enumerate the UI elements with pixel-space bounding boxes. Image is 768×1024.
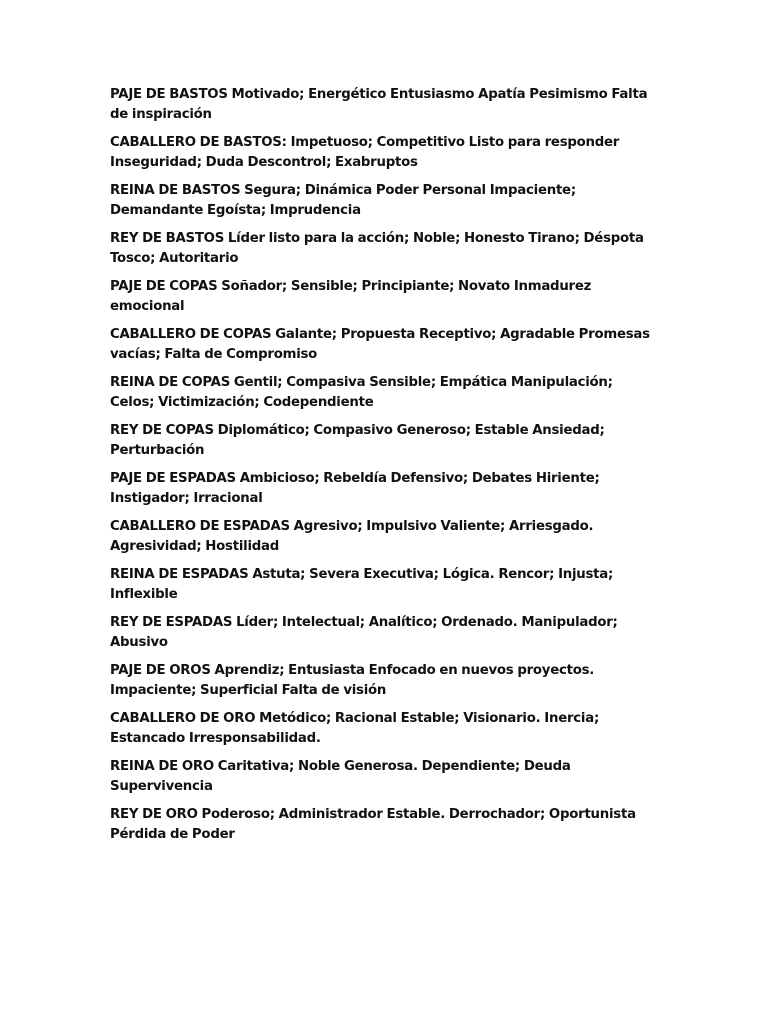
entry-rey-de-espadas: REY DE ESPADAS Líder; Intelectual; Analítico; Ordenado. Manipulador; Abusivo (110, 615, 618, 650)
entry-reina-de-oro: REINA DE ORO Caritativa; Noble Generosa. Dependiente; Deuda Supervivencia (110, 759, 571, 794)
entry-paje-de-oros: PAJE DE OROS Aprendiz; Entusiasta Enfocado en nuevos proyectos. Impaciente; Superficial Falta de visión (110, 663, 595, 698)
entry-paje-de-copas: PAJE DE COPAS Soñador; Sensible; Principiante; Novato Inmadurez emocional (110, 279, 592, 314)
entry-paje-de-bastos: PAJE DE BASTOS Motivado; Energético Entusiasmo Apatía Pesimismo Falta de inspiración (110, 87, 648, 122)
entry-paje-de-espadas: PAJE DE ESPADAS Ambicioso; Rebeldía Defensivo; Debates Hiriente; Instigador; Irracional (110, 471, 600, 506)
entry-caballero-de-oro: CABALLERO DE ORO Metódico; Racional Estable; Visionario. Inercia; Estancado Irresponsabilidad. (110, 711, 600, 746)
entry-rey-de-oro: REY DE ORO Poderoso; Administrador Estable. Derrochador; Oportunista Pérdida de Poder (110, 807, 636, 842)
entry-caballero-de-espadas: CABALLERO DE ESPADAS Agresivo; Impulsivo Valiente; Arriesgado. Agresividad; Hostilidad (110, 519, 594, 554)
card-meanings-list (110, 85, 658, 844)
entry-reina-de-espadas: REINA DE ESPADAS Astuta; Severa Executiva; Lógica. Rencor; Injusta; Inflexible (110, 567, 614, 602)
entry-reina-de-bastos: REINA DE BASTOS Segura; Dinámica Poder Personal Impaciente; Demandante Egoísta; Imprudencia (110, 183, 576, 218)
entry-reina-de-copas: REINA DE COPAS Gentil; Compasiva Sensible; Empática Manipulación; Celos; Victimización; Codependiente (110, 375, 613, 410)
entry-caballero-de-bastos: CABALLERO DE BASTOS: Impetuoso; Competitivo Listo para responder Inseguridad; Duda Descontrol; Exabruptos (110, 135, 620, 170)
entry-rey-de-bastos: REY DE BASTOS Líder listo para la acción; Noble; Honesto Tirano; Déspota Tosco; Autoritario (110, 231, 644, 266)
entry-caballero-de-copas: CABALLERO DE COPAS Galante; Propuesta Receptivo; Agradable Promesas vacías; Falta de Compromiso (110, 327, 650, 362)
entry-rey-de-copas: REY DE COPAS Diplomático; Compasivo Generoso; Estable Ansiedad; Perturbación (110, 423, 605, 458)
